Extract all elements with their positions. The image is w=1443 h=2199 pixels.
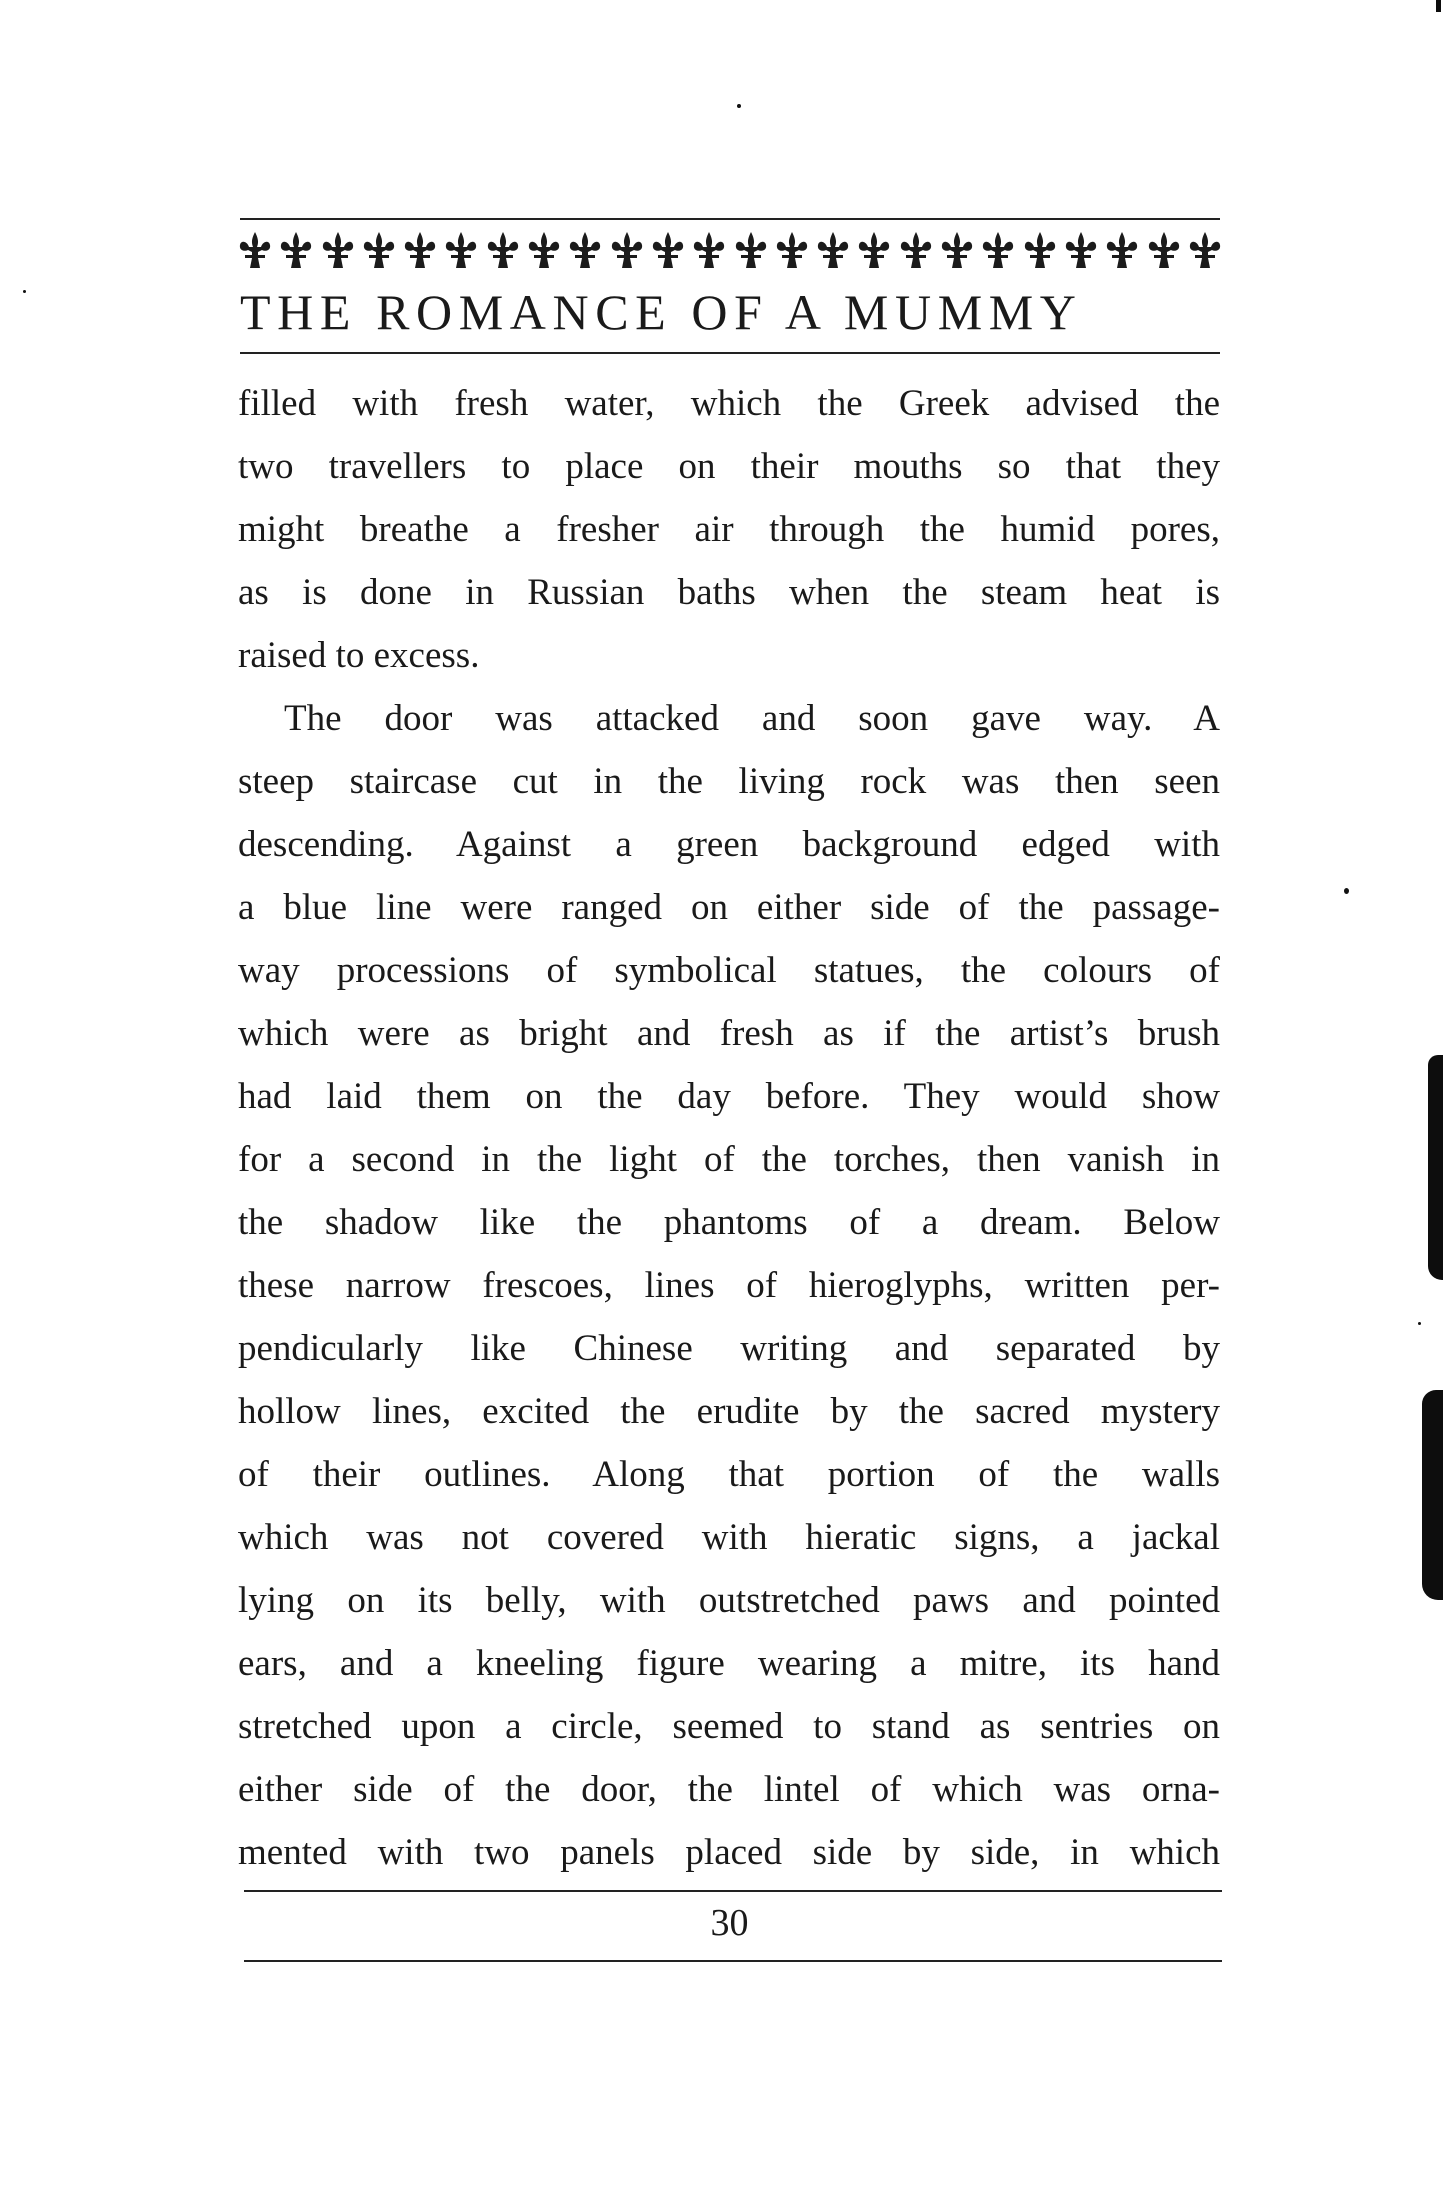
- text-line: pendicularly like Chinese writing and separated by: [238, 1328, 1220, 1369]
- footer-top-rule: [244, 1890, 1222, 1892]
- edge-bleed-mark: [1428, 1055, 1443, 1280]
- text-line: mented with two panels placed side by side, in which: [238, 1832, 1220, 1873]
- body-text: [238, 372, 1220, 1884]
- running-head-title: THE ROMANCE OF A MUMMY: [240, 284, 1083, 340]
- text-line: stretched upon a circle, seemed to stand as sentries on: [238, 1706, 1220, 1747]
- text-line: of their outlines. Along that portion of the walls: [238, 1454, 1220, 1495]
- fleur-de-lis-icon: [651, 230, 685, 270]
- scan-speck: [1418, 1322, 1421, 1325]
- edge-bleed-mark: [1436, 0, 1441, 12]
- edge-bleed-mark: [1422, 1390, 1443, 1600]
- text-line: raised to excess.: [238, 635, 480, 676]
- fleur-de-lis-icon: [362, 230, 396, 270]
- fleur-de-lis-icon: [444, 230, 478, 270]
- text-line: descending. Against a green background edged with: [238, 824, 1220, 865]
- text-line: for a second in the light of the torches, then vanish in: [238, 1139, 1220, 1180]
- text-line: which was not covered with hieratic signs, a jackal: [238, 1517, 1220, 1558]
- header-bottom-rule: [240, 352, 1220, 354]
- fleur-de-lis-icon: [816, 230, 850, 270]
- fleur-de-lis-icon: [1023, 230, 1057, 270]
- fleur-de-lis-icon: [857, 230, 891, 270]
- text-line: The door was attacked and soon gave way. A: [284, 698, 1220, 739]
- text-line: as is done in Russian baths when the steam heat is: [238, 572, 1220, 613]
- fleur-de-lis-icon: [1147, 230, 1181, 270]
- fleur-de-lis-icon: [734, 230, 768, 270]
- fleur-de-lis-icon: [279, 230, 313, 270]
- text-line: might breathe a fresher air through the humid pores,: [238, 509, 1220, 550]
- text-line: these narrow frescoes, lines of hieroglyphs, written per-: [238, 1265, 1220, 1306]
- scan-speck: [737, 104, 741, 108]
- fleur-de-lis-icon: [1105, 230, 1139, 270]
- fleur-de-lis-icon: [527, 230, 561, 270]
- text-line: the shadow like the phantoms of a dream. Below: [238, 1202, 1220, 1243]
- text-line: lying on its belly, with outstretched paws and pointed: [238, 1580, 1220, 1621]
- fleur-de-lis-icon: [981, 230, 1015, 270]
- fleur-de-lis-icon: [403, 230, 437, 270]
- text-line: steep staircase cut in the living rock was then seen: [238, 761, 1220, 802]
- text-line: had laid them on the day before. They would show: [238, 1076, 1220, 1117]
- fleur-de-lis-icon: [775, 230, 809, 270]
- fleur-de-lis-icon: [321, 230, 355, 270]
- fleur-de-lis-icon: [1064, 230, 1098, 270]
- page-number: 30: [710, 1902, 749, 1944]
- fleur-de-lis-icon: [610, 230, 644, 270]
- fleur-de-lis-icon: [568, 230, 602, 270]
- text-line: a blue line were ranged on either side of the passage-: [238, 887, 1220, 928]
- fleur-de-lis-icon: [486, 230, 520, 270]
- text-line: either side of the door, the lintel of which was orna-: [238, 1769, 1220, 1810]
- ornament-band: [238, 228, 1222, 272]
- header-top-rule: [240, 218, 1220, 220]
- footer-bottom-rule: [244, 1960, 1222, 1962]
- text-line: hollow lines, excited the erudite by the sacred mystery: [238, 1391, 1220, 1432]
- fleur-de-lis-icon: [238, 230, 272, 270]
- scan-speck: [23, 290, 26, 293]
- text-line: two travellers to place on their mouths so that they: [238, 446, 1220, 487]
- fleur-de-lis-icon: [692, 230, 726, 270]
- scan-speck: [1344, 888, 1349, 894]
- fleur-de-lis-icon: [899, 230, 933, 270]
- text-line: ears, and a kneeling figure wearing a mitre, its hand: [238, 1643, 1220, 1684]
- text-line: filled with fresh water, which the Greek advised the: [238, 383, 1220, 424]
- fleur-de-lis-icon: [1188, 230, 1222, 270]
- text-line: which were as bright and fresh as if the artist’s brush: [238, 1013, 1220, 1054]
- text-line: way processions of symbolical statues, the colours of: [238, 950, 1220, 991]
- fleur-de-lis-icon: [940, 230, 974, 270]
